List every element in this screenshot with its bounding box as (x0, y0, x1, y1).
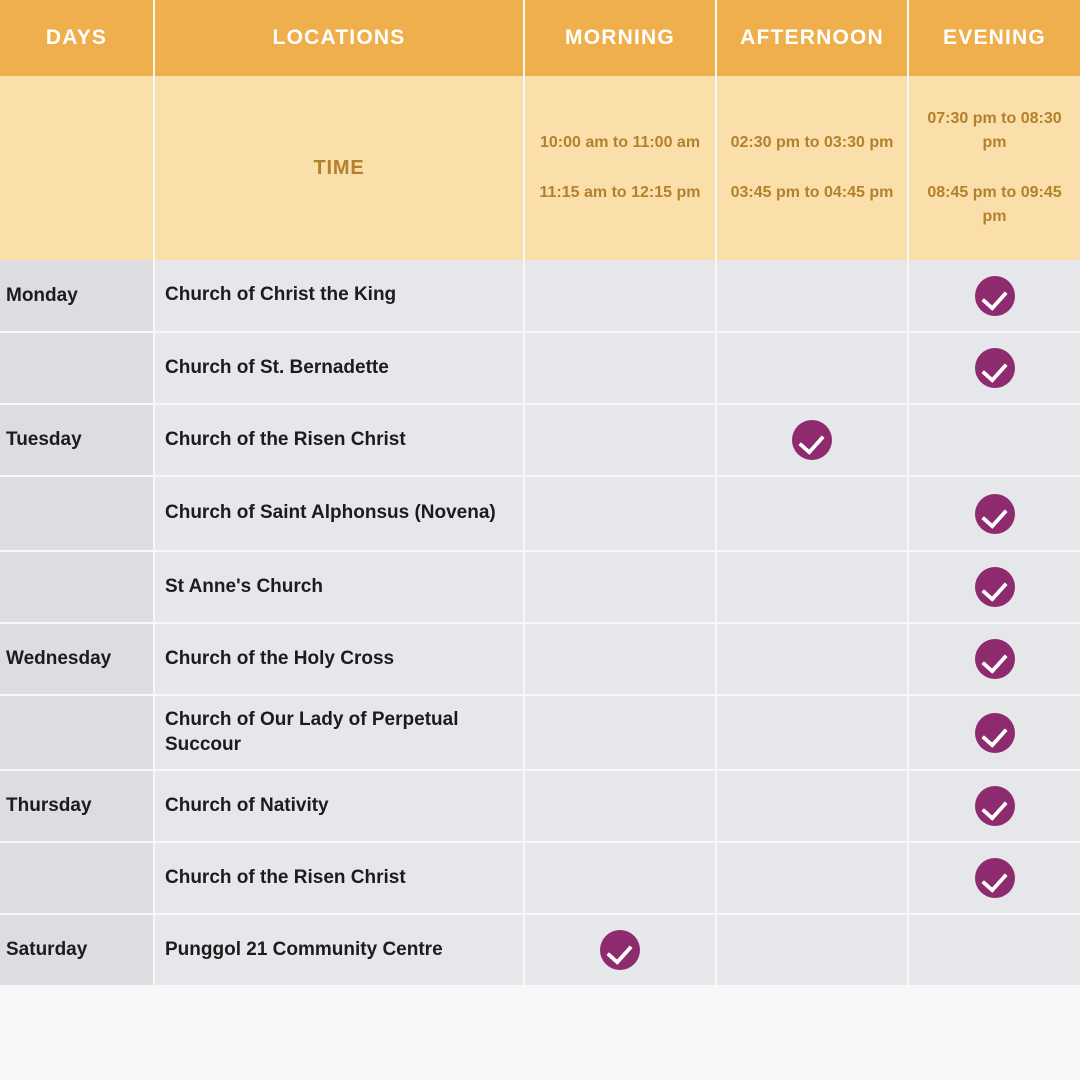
table-row (0, 914, 1080, 986)
morning-cell (524, 695, 716, 770)
day-cell (0, 551, 154, 623)
location-cell: St Anne's Church (154, 551, 524, 623)
check-icon (792, 420, 832, 460)
check-icon (975, 786, 1015, 826)
evening-cell (908, 623, 1080, 695)
morning-cell (524, 404, 716, 476)
morning-cell (524, 914, 716, 986)
table-row (0, 404, 1080, 476)
time-row-label: TIME (154, 76, 524, 260)
table-row (0, 332, 1080, 404)
afternoon-cell (716, 332, 908, 404)
morning-cell (524, 551, 716, 623)
check-icon (975, 639, 1015, 679)
evening-cell (908, 260, 1080, 332)
afternoon-cell (716, 260, 908, 332)
afternoon-cell (716, 551, 908, 623)
check-icon (975, 276, 1015, 316)
evening-cell (908, 332, 1080, 404)
day-cell (0, 476, 154, 551)
day-cell (0, 695, 154, 770)
table-row (0, 695, 1080, 770)
afternoon-cell (716, 770, 908, 842)
day-cell: Wednesday (0, 623, 154, 695)
time-slots-morning (524, 76, 716, 260)
location-cell: Church of Saint Alphonsus (Novena) (154, 476, 524, 551)
day-cell: Monday (0, 260, 154, 332)
morning-cell (524, 476, 716, 551)
time-slots-afternoon (716, 76, 908, 260)
location-cell: Church of the Holy Cross (154, 623, 524, 695)
evening-cell (908, 770, 1080, 842)
time-slot: 07:30 pm to 08:30 pm (927, 110, 1062, 151)
evening-cell (908, 914, 1080, 986)
time-slot: 10:00 am to 11:00 am (539, 134, 701, 151)
table-header (0, 0, 1080, 260)
location-cell: Church of St. Bernadette (154, 332, 524, 404)
day-cell: Thursday (0, 770, 154, 842)
morning-cell (524, 842, 716, 914)
time-slots-evening (908, 76, 1080, 260)
column-header-days: DAYS (0, 0, 154, 76)
time-slot: 11:15 am to 12:15 pm (539, 184, 701, 201)
morning-cell (524, 260, 716, 332)
afternoon-cell (716, 476, 908, 551)
day-cell: Tuesday (0, 404, 154, 476)
afternoon-cell (716, 842, 908, 914)
table-body (0, 260, 1080, 986)
location-cell: Church of Our Lady of Perpetual Succour (154, 695, 524, 770)
location-cell: Punggol 21 Community Centre (154, 914, 524, 986)
afternoon-cell (716, 623, 908, 695)
evening-cell (908, 842, 1080, 914)
day-cell: Saturday (0, 914, 154, 986)
time-slot: 03:45 pm to 04:45 pm (730, 184, 894, 201)
morning-cell (524, 623, 716, 695)
time-slot: 02:30 pm to 03:30 pm (730, 134, 894, 151)
afternoon-cell (716, 695, 908, 770)
time-row (0, 76, 1080, 260)
check-icon (975, 567, 1015, 607)
time-slot: 08:45 pm to 09:45 pm (927, 184, 1062, 225)
table-row (0, 842, 1080, 914)
location-cell: Church of Christ the King (154, 260, 524, 332)
day-cell (0, 332, 154, 404)
time-row-spacer (0, 76, 154, 260)
location-cell: Church of the Risen Christ (154, 404, 524, 476)
morning-cell (524, 332, 716, 404)
check-icon (975, 348, 1015, 388)
morning-cell (524, 770, 716, 842)
table-row (0, 260, 1080, 332)
check-icon (975, 858, 1015, 898)
table-row (0, 551, 1080, 623)
day-cell (0, 842, 154, 914)
check-icon (975, 494, 1015, 534)
evening-cell (908, 551, 1080, 623)
afternoon-cell (716, 914, 908, 986)
location-cell: Church of Nativity (154, 770, 524, 842)
table-row (0, 770, 1080, 842)
table-row (0, 476, 1080, 551)
check-icon (600, 930, 640, 970)
location-cell: Church of the Risen Christ (154, 842, 524, 914)
evening-cell (908, 404, 1080, 476)
check-icon (975, 713, 1015, 753)
column-header-locations: LOCATIONS (154, 0, 524, 76)
evening-cell (908, 695, 1080, 770)
header-row (0, 0, 1080, 76)
table-row (0, 623, 1080, 695)
column-header-evening: EVENING (908, 0, 1080, 76)
evening-cell (908, 476, 1080, 551)
column-header-afternoon: AFTERNOON (716, 0, 908, 76)
afternoon-cell (716, 404, 908, 476)
column-header-morning: MORNING (524, 0, 716, 76)
